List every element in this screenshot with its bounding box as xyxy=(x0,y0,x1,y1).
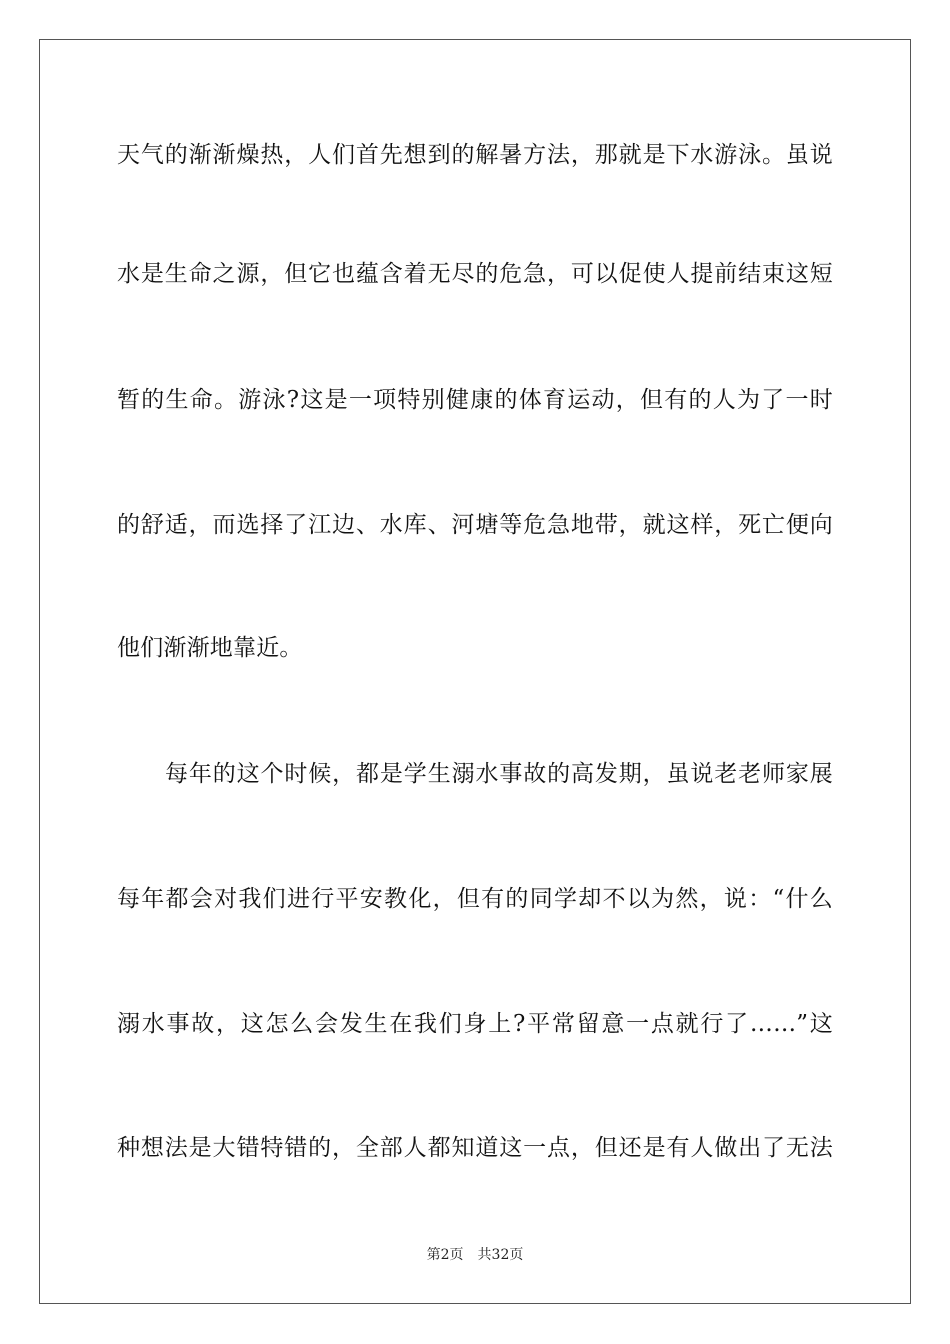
paragraph-1-line-4: 的舒适，而选择了江边、水库、河塘等危急地带，就这样，死亡便向 xyxy=(117,512,833,538)
paragraph-1-line-3: 暂的生命。游泳?这是一项特别健康的体育运动，但有的人为了一时 xyxy=(117,387,833,413)
paragraph-1-line-1: 天气的渐渐燥热，人们首先想到的解暑方法，那就是下水游泳。虽说 xyxy=(117,142,833,168)
paragraph-2-line-2: 每年都会对我们进行平安教化，但有的同学却不以为然，说：“什么 xyxy=(117,886,833,912)
paragraph-1-line-2: 水是生命之源，但它也蕴含着无尽的危急，可以促使人提前结束这短 xyxy=(117,261,833,287)
page-total: 共32页 xyxy=(477,1247,524,1263)
paragraph-2-line-4: 种想法是大错特错的，全部人都知道这一点，但还是有人做出了无法 xyxy=(117,1135,833,1161)
page-number: 第2页 xyxy=(426,1247,464,1263)
page-footer xyxy=(0,1246,950,1264)
page-border xyxy=(39,39,911,1304)
paragraph-2-line-3: 溺水事故，这怎么会发生在我们身上?平常留意一点就行了……”这 xyxy=(117,1011,833,1037)
paragraph-2-line-1: 每年的这个时候，都是学生溺水事故的高发期，虽说老老师家展 xyxy=(165,761,833,787)
paragraph-1-line-5: 他们渐渐地靠近。 xyxy=(117,635,303,661)
